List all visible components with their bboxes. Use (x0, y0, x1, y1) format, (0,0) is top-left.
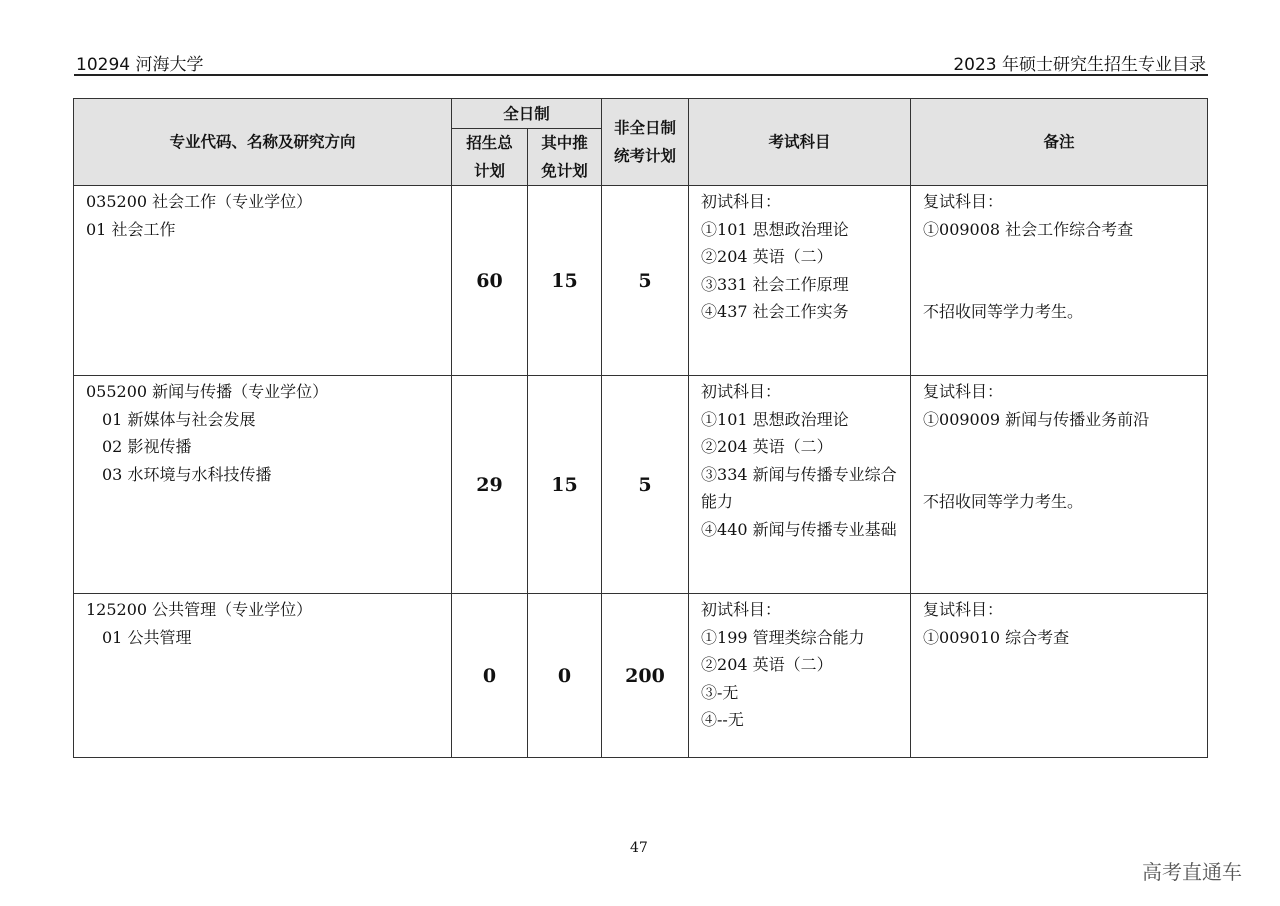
exam-title: 初试科目： (701, 600, 782, 619)
note-title: 复试科目： (923, 192, 1004, 211)
retest-subject: ①009008 社会工作综合考查 (923, 219, 1134, 239)
major-title: 125200 公共管理（专业学位） (86, 600, 313, 619)
exempt-plan-value: 0 (528, 594, 602, 758)
col-header-exempt-plan: 其中推免计划 (528, 129, 602, 186)
exam-cell (689, 376, 911, 594)
exam-subject: ①101 思想政治理论 (701, 409, 849, 429)
research-direction: 03 水环境与水科技传播 (102, 464, 272, 484)
col-header-total-plan: 招生总计划 (452, 129, 528, 186)
total-plan-value: 29 (452, 376, 528, 594)
note-extra: 不招收同等学力考生。 (923, 492, 1084, 511)
col-header-parttime: 非全日制统考计划 (602, 99, 689, 186)
table-row (74, 186, 1208, 376)
note-cell (911, 594, 1208, 758)
exam-subject: ②204 英语（二） (701, 247, 833, 266)
exam-subject: ②204 英语（二） (701, 437, 833, 456)
research-direction: 02 影视传播 (102, 437, 192, 456)
total-plan-value: 0 (452, 594, 528, 758)
total-plan-value: 60 (452, 186, 528, 376)
exam-subject: ③334 新闻与传播专业综合能力 (701, 464, 897, 511)
research-direction: 01 公共管理 (102, 627, 192, 647)
retest-subject: ①009009 新闻与传播业务前沿 (923, 409, 1150, 429)
exam-subject: ④440 新闻与传播专业基础 (701, 519, 897, 539)
exam-title: 初试科目： (701, 382, 782, 401)
major-cell (74, 376, 452, 594)
header-university: 10294 河海大学 (76, 55, 204, 75)
exempt-plan-value: 15 (528, 186, 602, 376)
parttime-plan-value: 200 (602, 594, 689, 758)
exam-subject: ①101 思想政治理论 (701, 219, 849, 239)
exam-title: 初试科目： (701, 192, 782, 211)
major-title: 055200 新闻与传播（专业学位） (86, 382, 329, 401)
major-catalog-table (73, 98, 1208, 758)
note-title: 复试科目： (923, 382, 1004, 401)
exam-subject: ③-无 (701, 682, 739, 702)
note-extra: 不招收同等学力考生。 (923, 302, 1084, 321)
exam-subject: ④437 社会工作实务 (701, 302, 849, 321)
retest-subject: ①009010 综合考查 (923, 627, 1070, 647)
research-direction: 01 新媒体与社会发展 (102, 409, 256, 429)
col-header-exam: 考试科目 (689, 99, 911, 186)
parttime-plan-value: 5 (602, 376, 689, 594)
exam-subject: ④--无 (701, 710, 744, 729)
header-catalog-title: 2023 年硕士研究生招生专业目录 (953, 55, 1206, 75)
exam-subject: ③331 社会工作原理 (701, 274, 849, 294)
major-cell (74, 186, 452, 376)
header-rule (74, 74, 1208, 76)
exam-subject: ①199 管理类综合能力 (701, 627, 865, 647)
major-cell (74, 594, 452, 758)
col-header-note: 备注 (911, 99, 1208, 186)
exempt-plan-value: 15 (528, 376, 602, 594)
exam-cell (689, 594, 911, 758)
col-header-fulltime: 全日制 (452, 99, 602, 129)
table-row (74, 376, 1208, 594)
table-row (74, 594, 1208, 758)
note-cell (911, 376, 1208, 594)
watermark-text: 高考直通车 (1142, 860, 1242, 884)
note-cell (911, 186, 1208, 376)
note-title: 复试科目： (923, 600, 1004, 619)
parttime-plan-value: 5 (602, 186, 689, 376)
exam-cell (689, 186, 911, 376)
research-direction: 01 社会工作 (86, 219, 176, 239)
col-header-major: 专业代码、名称及研究方向 (74, 99, 452, 186)
major-title: 035200 社会工作（专业学位） (86, 192, 313, 211)
page-number: 47 (630, 840, 648, 856)
exam-subject: ②204 英语（二） (701, 655, 833, 674)
